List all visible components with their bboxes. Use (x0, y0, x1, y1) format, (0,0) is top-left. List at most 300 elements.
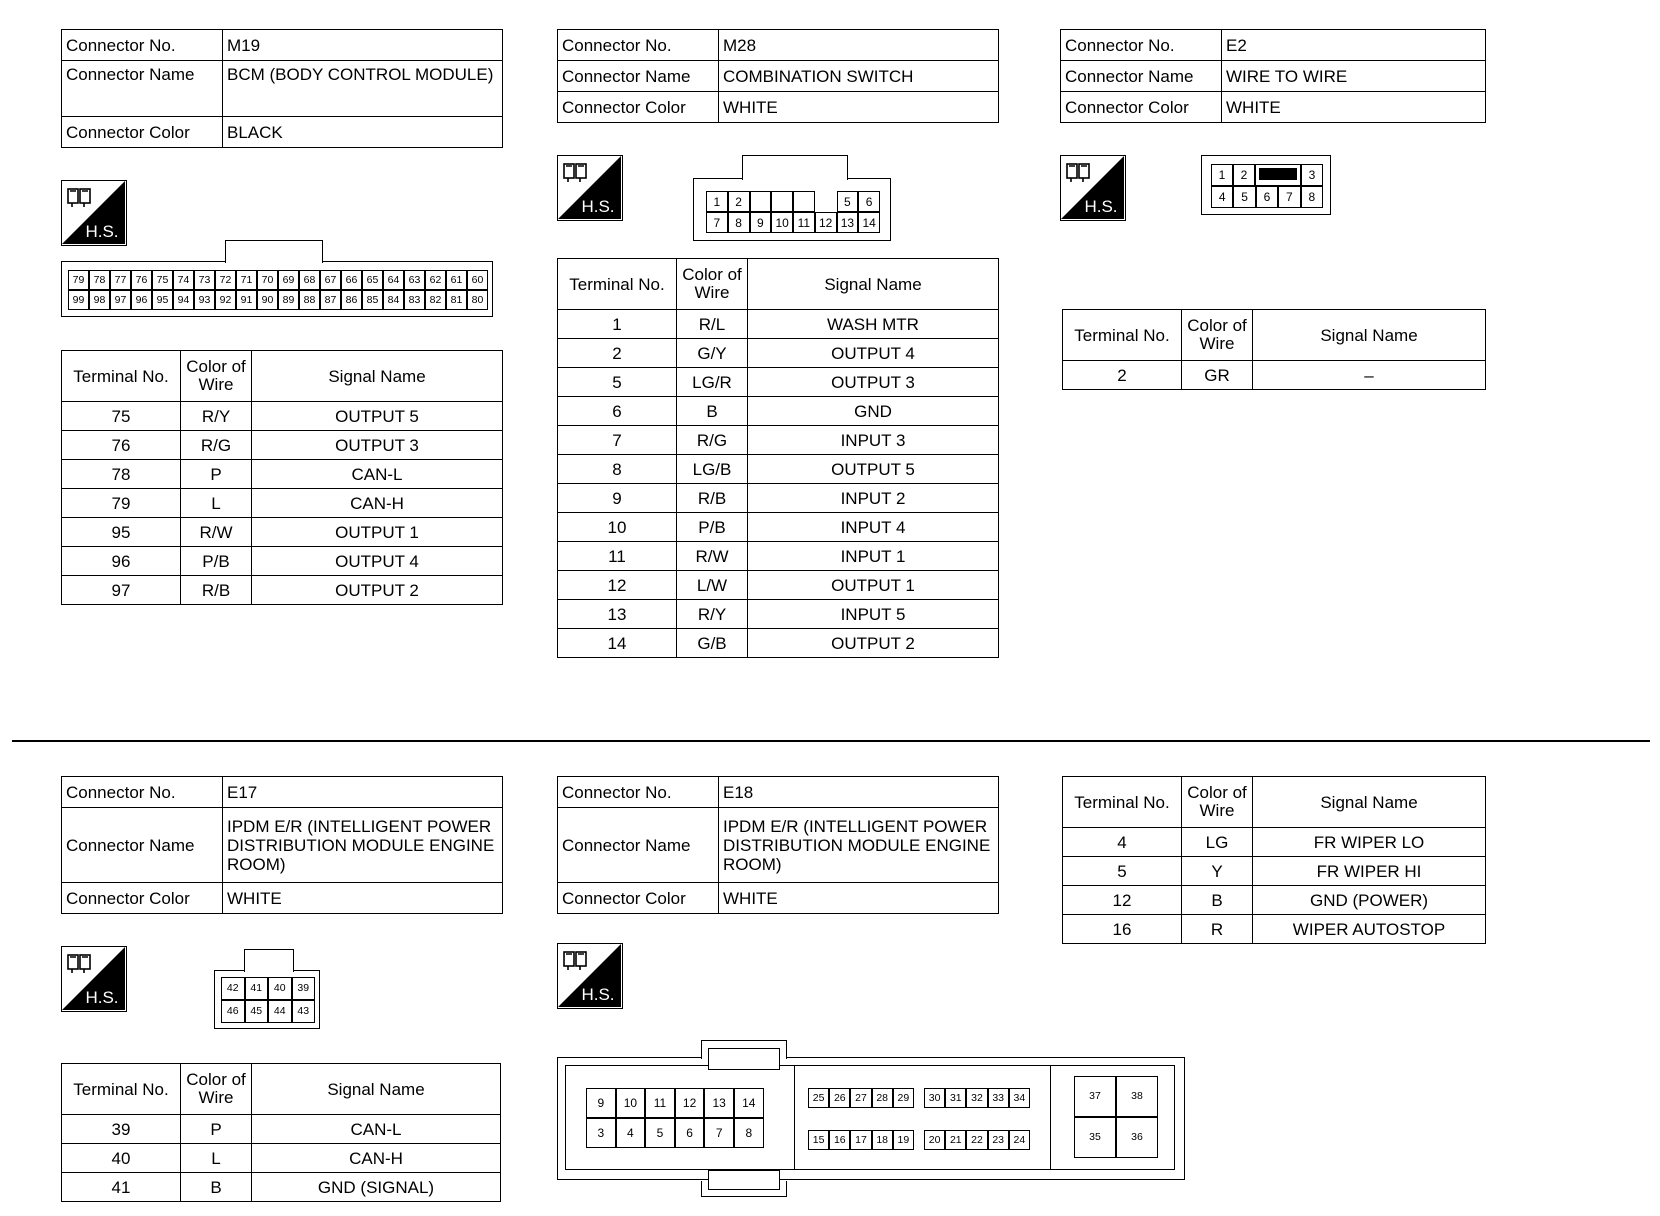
wire-color-header: Color of Wire (181, 1064, 252, 1115)
e18-connector-face (557, 1057, 1185, 1180)
pin-cavity: 8 (1301, 186, 1323, 208)
e17-pin-grid (221, 977, 315, 1023)
pin-cavity: 89 (278, 290, 299, 310)
signal-name: OUTPUT 5 (252, 402, 503, 431)
signal-name-header: Signal Name (1253, 310, 1486, 361)
signal-name: CAN-L (252, 460, 503, 489)
signal-name: OUTPUT 1 (252, 518, 503, 547)
connector-color-value: WHITE (719, 883, 999, 914)
pin-cavity: 19 (893, 1130, 914, 1150)
m19-connector-face (61, 261, 493, 317)
connector-color-label: Connector Color (62, 883, 223, 914)
connector-color-value: WHITE (223, 883, 503, 914)
e2-connector-info (1060, 29, 1486, 123)
pin-cavity: 13 (837, 212, 859, 233)
wire-color: B (677, 397, 748, 426)
e17-connector-info (61, 776, 503, 914)
wire-color: G/Y (677, 339, 748, 368)
e17-terminal-table (61, 1063, 501, 1202)
pin-cavity: 4 (1211, 186, 1233, 208)
connector-no-value: M28 (719, 30, 999, 61)
table-row (62, 489, 503, 518)
harness-side-icon (557, 943, 623, 1009)
signal-name: FR WIPER HI (1253, 857, 1486, 886)
connector-no-label: Connector No. (1061, 30, 1222, 61)
pin-cavity: 60 (467, 270, 488, 290)
terminal-no: 39 (62, 1115, 181, 1144)
connector-name-label: Connector Name (558, 808, 719, 883)
pin-cavity: 15 (808, 1130, 829, 1150)
signal-name: GND (748, 397, 999, 426)
pin-cavity: 12 (675, 1088, 705, 1118)
connector-name-value: BCM (BODY CONTROL MODULE) (223, 61, 503, 117)
pin-cavity (750, 191, 772, 212)
terminal-no: 40 (62, 1144, 181, 1173)
pin-cavity: 33 (988, 1088, 1009, 1108)
terminal-no: 6 (558, 397, 677, 426)
connector-no-value: E18 (719, 777, 999, 808)
table-row (62, 547, 503, 576)
hs-glyph (1061, 156, 1124, 219)
pin-cavity: 76 (131, 270, 152, 290)
pin-cavity: 84 (383, 290, 404, 310)
terminal-no: 2 (1063, 361, 1182, 390)
pin-cavity: 65 (362, 270, 383, 290)
signal-name: WIPER AUTOSTOP (1253, 915, 1486, 944)
connector-color-value: BLACK (223, 117, 503, 148)
wire-color: R (1182, 915, 1253, 944)
signal-name: OUTPUT 4 (252, 547, 503, 576)
pin-cavity: 1 (1211, 164, 1233, 186)
pin-cavity: 4 (616, 1118, 646, 1148)
pin-cavity: 29 (893, 1088, 914, 1108)
terminal-no: 14 (558, 629, 677, 658)
terminal-no: 79 (62, 489, 181, 518)
e18-pin-group-c (924, 1088, 1030, 1150)
wire-color-header: Color of Wire (1182, 777, 1253, 828)
pin-cavity: 70 (257, 270, 278, 290)
terminal-no: 8 (558, 455, 677, 484)
pin-cavity: 14 (858, 212, 880, 233)
harness-side-icon (557, 155, 623, 221)
pin-cavity: 2 (728, 191, 750, 212)
connector-color-label: Connector Color (558, 92, 719, 123)
table-row (558, 571, 999, 600)
harness-side-icon (1060, 155, 1126, 221)
connector-divider-b (1050, 1065, 1051, 1169)
pin-cavity: 18 (872, 1130, 893, 1150)
signal-name: CAN-L (252, 1115, 501, 1144)
wire-color: L (181, 489, 252, 518)
pin-cavity: 67 (320, 270, 341, 290)
signal-name: INPUT 2 (748, 484, 999, 513)
pin-cavity: 1 (706, 191, 728, 212)
pin-cavity: 13 (704, 1088, 734, 1118)
e2-terminal-table (1062, 309, 1486, 390)
terminal-no: 7 (558, 426, 677, 455)
e18-pin-group-a (586, 1088, 764, 1148)
connector-color-value: WHITE (719, 92, 999, 123)
m19-connector-info (61, 29, 503, 148)
pin-cavity: 45 (245, 1000, 269, 1023)
pin-cavity: 95 (152, 290, 173, 310)
pin-cavity: 8 (734, 1118, 764, 1148)
wire-color: R/B (181, 576, 252, 605)
table-row (558, 513, 999, 542)
pin-cavity: 23 (988, 1130, 1009, 1150)
hs-glyph (558, 156, 621, 219)
connector-color-value: WHITE (1222, 92, 1486, 123)
pin-cavity: 26 (829, 1088, 850, 1108)
signal-name: INPUT 1 (748, 542, 999, 571)
pin-cavity: 34 (1009, 1088, 1030, 1108)
terminal-no: 97 (62, 576, 181, 605)
terminal-no: 95 (62, 518, 181, 547)
signal-name-header: Signal Name (252, 351, 503, 402)
pin-cavity: 3 (1301, 164, 1323, 186)
terminal-no: 75 (62, 402, 181, 431)
pin-cavity: 5 (1233, 186, 1255, 208)
terminal-no-header: Terminal No. (62, 351, 181, 402)
e2-connector-face (1201, 155, 1331, 215)
table-row (62, 1173, 501, 1202)
m19-terminal-table (61, 350, 503, 605)
table-row (62, 431, 503, 460)
table-row (1063, 828, 1486, 857)
table-row (1063, 857, 1486, 886)
wire-color-header: Color of Wire (1182, 310, 1253, 361)
pin-cavity: 9 (586, 1088, 616, 1118)
wire-color: P (181, 460, 252, 489)
pin-cavity: 11 (645, 1088, 675, 1118)
connector-name-label: Connector Name (62, 61, 223, 117)
connector-latch-bottom-inner (708, 1170, 780, 1190)
pin-cavity: 74 (173, 270, 194, 290)
terminal-no: 13 (558, 600, 677, 629)
connector-no-label: Connector No. (62, 777, 223, 808)
blocked-pin-cavity (1259, 168, 1297, 180)
table-row (1063, 886, 1486, 915)
pin-cavity: 7 (704, 1118, 734, 1148)
table-row (1063, 915, 1486, 944)
wire-color-header: Color of Wire (677, 259, 748, 310)
pin-cavity: 5 (837, 191, 859, 212)
pin-cavity: 35 (1074, 1117, 1116, 1158)
section-divider (12, 740, 1650, 742)
hs-label: H.S. (85, 988, 119, 1007)
pin-cavity: 11 (793, 212, 815, 233)
pin-cavity: 9 (750, 212, 772, 233)
pin-cavity: 77 (110, 270, 131, 290)
pin-cavity: 14 (734, 1088, 764, 1118)
wire-color: P/B (677, 513, 748, 542)
terminal-no: 4 (1063, 828, 1182, 857)
connector-name-value: IPDM E/R (INTELLIGENT POWER DISTRIBUTION MODULE ENGINE ROOM) (223, 808, 503, 883)
terminal-no: 76 (62, 431, 181, 460)
pin-cavity: 96 (131, 290, 152, 310)
table-row (62, 518, 503, 547)
wire-color: P (181, 1115, 252, 1144)
pin-cavity: 61 (446, 270, 467, 290)
pin-cavity: 22 (966, 1130, 987, 1150)
pin-cavity: 6 (858, 191, 880, 212)
connector-latch (225, 240, 323, 263)
pin-cavity: 38 (1116, 1076, 1158, 1117)
table-row (558, 600, 999, 629)
wire-color: GR (1182, 361, 1253, 390)
pin-cavity: 91 (236, 290, 257, 310)
m28-connector-info (557, 29, 999, 123)
e18-connector-info (557, 776, 999, 914)
terminal-no-header: Terminal No. (1063, 777, 1182, 828)
wire-color: R/Y (181, 402, 252, 431)
wire-color-header: Color of Wire (181, 351, 252, 402)
pin-cavity: 2 (1233, 164, 1255, 186)
terminal-no-header: Terminal No. (62, 1064, 181, 1115)
pin-cavity: 8 (728, 212, 750, 233)
connector-latch (244, 949, 294, 972)
terminal-no-header: Terminal No. (1063, 310, 1182, 361)
connector-name-value: IPDM E/R (INTELLIGENT POWER DISTRIBUTION MODULE ENGINE ROOM) (719, 808, 999, 883)
e18-pin-group-d (1074, 1076, 1158, 1158)
wire-color: L/W (677, 571, 748, 600)
terminal-no-header: Terminal No. (558, 259, 677, 310)
table-row (558, 397, 999, 426)
pin-cavity: 80 (467, 290, 488, 310)
connector-no-value: E2 (1222, 30, 1486, 61)
table-row (62, 402, 503, 431)
wire-color: R/L (677, 310, 748, 339)
pin-cavity: 87 (320, 290, 341, 310)
e18-pin-group-b (808, 1088, 914, 1150)
pin-cavity: 72 (215, 270, 236, 290)
connector-no-label: Connector No. (62, 30, 223, 61)
pin-cavity: 25 (808, 1088, 829, 1108)
pin-cavity: 3 (586, 1118, 616, 1148)
signal-name: OUTPUT 1 (748, 571, 999, 600)
signal-name: INPUT 4 (748, 513, 999, 542)
table-row (558, 310, 999, 339)
connector-latch-top-inner (708, 1048, 780, 1070)
signal-name: OUTPUT 3 (748, 368, 999, 397)
wire-color: LG/R (677, 368, 748, 397)
terminal-no: 78 (62, 460, 181, 489)
pin-cavity: 97 (110, 290, 131, 310)
signal-name: CAN-H (252, 1144, 501, 1173)
connector-color-label: Connector Color (62, 117, 223, 148)
connector-color-label: Connector Color (1061, 92, 1222, 123)
m28-terminal-table (557, 258, 999, 658)
pin-cavity: 17 (850, 1130, 871, 1150)
wire-color: Y (1182, 857, 1253, 886)
pin-cavity (771, 191, 793, 212)
harness-side-icon (61, 180, 127, 246)
pin-cavity: 5 (645, 1118, 675, 1148)
pin-cavity: 20 (924, 1130, 945, 1150)
pin-cavity: 37 (1074, 1076, 1116, 1117)
signal-name: OUTPUT 2 (748, 629, 999, 658)
terminal-no: 1 (558, 310, 677, 339)
pin-cavity: 90 (257, 290, 278, 310)
connector-no-value: M19 (223, 30, 503, 61)
signal-name: WASH MTR (748, 310, 999, 339)
signal-name-header: Signal Name (1253, 777, 1486, 828)
pin-cavity: 41 (245, 977, 269, 1000)
wire-color: R/W (677, 542, 748, 571)
pin-cavity: 7 (1278, 186, 1300, 208)
pin-cavity: 40 (268, 977, 292, 1000)
pin-cavity: 98 (89, 290, 110, 310)
pin-cavity: 78 (89, 270, 110, 290)
signal-name: GND (POWER) (1253, 886, 1486, 915)
m28-pin-grid (706, 191, 880, 233)
terminal-no: 10 (558, 513, 677, 542)
connector-name-label: Connector Name (62, 808, 223, 883)
pin-cavity: 31 (945, 1088, 966, 1108)
table-row (558, 542, 999, 571)
pin-cavity: 88 (299, 290, 320, 310)
signal-name: OUTPUT 3 (252, 431, 503, 460)
pin-cavity: 6 (675, 1118, 705, 1148)
pin-cavity: 24 (1009, 1130, 1030, 1150)
terminal-no: 11 (558, 542, 677, 571)
terminal-no: 16 (1063, 915, 1182, 944)
table-row (558, 426, 999, 455)
hs-glyph (62, 181, 125, 244)
pin-cavity: 93 (194, 290, 215, 310)
signal-name: CAN-H (252, 489, 503, 518)
pin-cavity: 43 (292, 1000, 316, 1023)
pin-cavity: 44 (268, 1000, 292, 1023)
pin-cavity: 83 (404, 290, 425, 310)
terminal-no: 5 (1063, 857, 1182, 886)
signal-name-header: Signal Name (252, 1064, 501, 1115)
wire-color: R/G (181, 431, 252, 460)
table-row (62, 1144, 501, 1173)
pin-cavity (793, 191, 815, 212)
m19-pin-grid (68, 270, 488, 310)
terminal-no: 41 (62, 1173, 181, 1202)
hs-label: H.S. (85, 222, 119, 241)
wire-color: R/W (181, 518, 252, 547)
e2-pin-grid (1211, 164, 1323, 208)
table-row (558, 484, 999, 513)
pin-cavity: 27 (850, 1088, 871, 1108)
table-row (62, 1115, 501, 1144)
table-row (1063, 361, 1486, 390)
connector-no-label: Connector No. (558, 30, 719, 61)
wire-color: R/G (677, 426, 748, 455)
pin-cavity: 64 (383, 270, 404, 290)
signal-name-header: Signal Name (748, 259, 999, 310)
pin-cavity: 82 (425, 290, 446, 310)
e17-connector-face (214, 970, 320, 1029)
pin-cavity: 68 (299, 270, 320, 290)
terminal-no: 12 (558, 571, 677, 600)
hs-label: H.S. (581, 985, 615, 1004)
wire-color: L (181, 1144, 252, 1173)
wire-color: LG/B (677, 455, 748, 484)
pin-cavity: 16 (829, 1130, 850, 1150)
wire-color: R/Y (677, 600, 748, 629)
pin-cavity: 81 (446, 290, 467, 310)
pin-cavity: 10 (771, 212, 793, 233)
terminal-no: 2 (558, 339, 677, 368)
table-row (558, 339, 999, 368)
pin-cavity: 99 (68, 290, 89, 310)
pin-cavity: 7 (706, 212, 728, 233)
wire-color: B (1182, 886, 1253, 915)
wire-color: P/B (181, 547, 252, 576)
signal-name: OUTPUT 5 (748, 455, 999, 484)
connector-name-label: Connector Name (1061, 61, 1222, 92)
table-row (558, 455, 999, 484)
pin-cavity: 62 (425, 270, 446, 290)
pin-cavity: 85 (362, 290, 383, 310)
pin-cavity: 28 (872, 1088, 893, 1108)
connector-no-label: Connector No. (558, 777, 719, 808)
pin-cavity: 10 (616, 1088, 646, 1118)
signal-name: OUTPUT 4 (748, 339, 999, 368)
wire-color: R/B (677, 484, 748, 513)
pin-cavity: 42 (221, 977, 245, 1000)
e18-terminal-table (1062, 776, 1486, 944)
hs-glyph (558, 944, 621, 1007)
pin-cavity: 75 (152, 270, 173, 290)
connector-name-label: Connector Name (558, 61, 719, 92)
terminal-no: 5 (558, 368, 677, 397)
connector-no-value: E17 (223, 777, 503, 808)
connector-divider-a (794, 1065, 795, 1169)
hs-label: H.S. (1084, 197, 1118, 216)
hs-glyph (62, 947, 125, 1010)
wire-color: LG (1182, 828, 1253, 857)
pin-cavity: 92 (215, 290, 236, 310)
wire-color: G/B (677, 629, 748, 658)
table-row (558, 368, 999, 397)
table-row (62, 576, 503, 605)
table-row (558, 629, 999, 658)
pin-cavity: 94 (173, 290, 194, 310)
pin-cavity: 66 (341, 270, 362, 290)
pin-cavity: 39 (292, 977, 316, 1000)
pin-cavity: 73 (194, 270, 215, 290)
pin-cavity: 30 (924, 1088, 945, 1108)
signal-name: FR WIPER LO (1253, 828, 1486, 857)
pin-cavity: 86 (341, 290, 362, 310)
table-row (62, 460, 503, 489)
pin-cavity: 12 (815, 212, 837, 233)
connector-name-value: COMBINATION SWITCH (719, 61, 999, 92)
pin-cavity: 6 (1256, 186, 1278, 208)
signal-name: – (1253, 361, 1486, 390)
terminal-no: 12 (1063, 886, 1182, 915)
signal-name: OUTPUT 2 (252, 576, 503, 605)
pin-cavity: 46 (221, 1000, 245, 1023)
pin-cavity: 69 (278, 270, 299, 290)
pin-cavity: 21 (945, 1130, 966, 1150)
pin-cavity: 32 (966, 1088, 987, 1108)
m28-connector-face (693, 178, 891, 241)
connector-color-label: Connector Color (558, 883, 719, 914)
harness-side-icon (61, 946, 127, 1012)
wire-color: B (181, 1173, 252, 1202)
pin-cavity: 71 (236, 270, 257, 290)
signal-name: INPUT 5 (748, 600, 999, 629)
signal-name: INPUT 3 (748, 426, 999, 455)
connector-name-value: WIRE TO WIRE (1222, 61, 1486, 92)
terminal-no: 9 (558, 484, 677, 513)
